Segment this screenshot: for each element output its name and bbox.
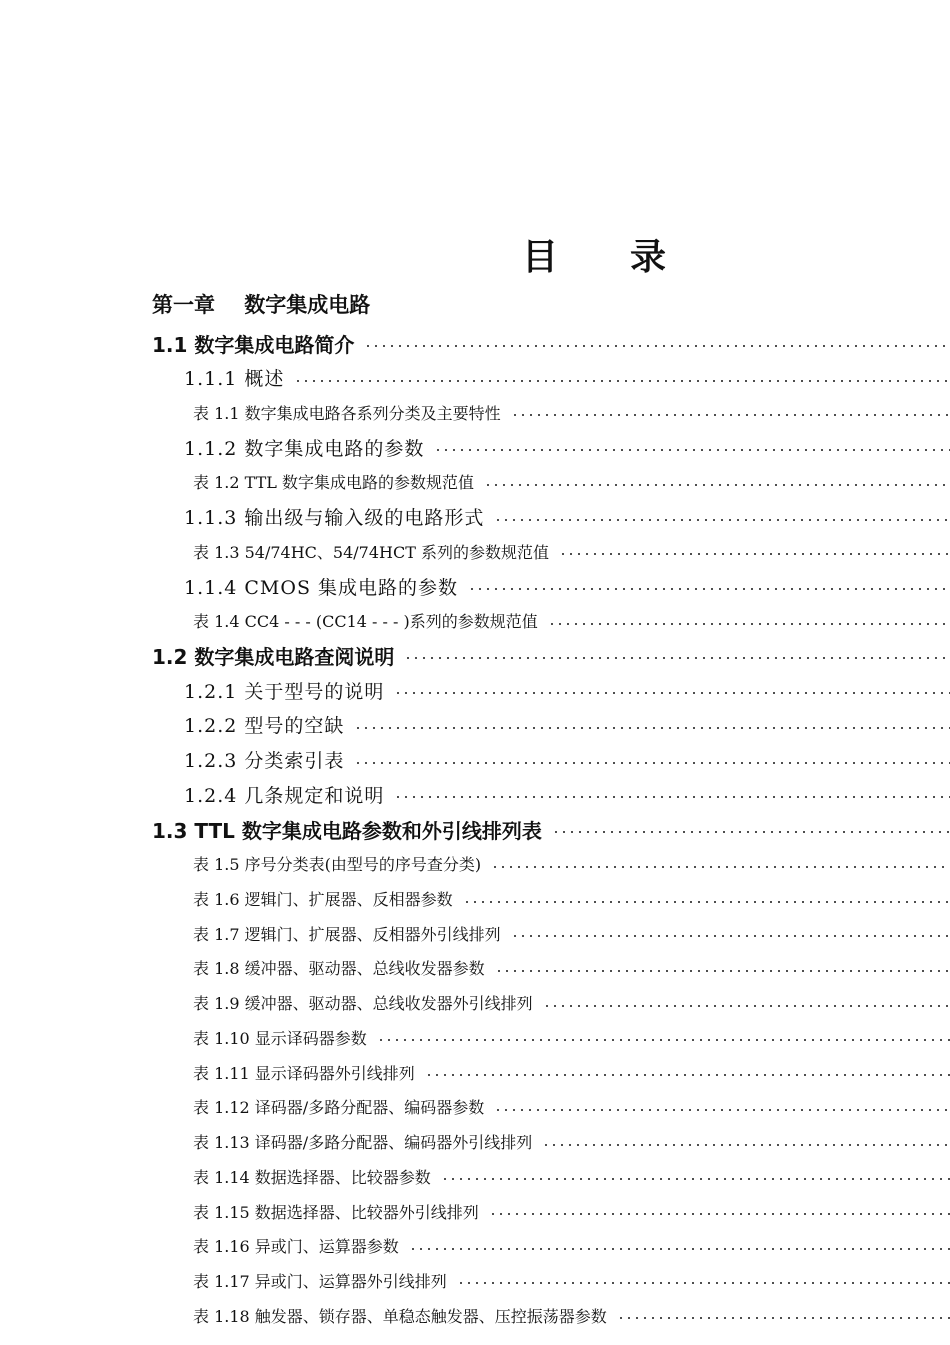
toc-entry-label: 表 1.15 数据选择器、比较器外引线排列 [193, 1202, 479, 1222]
toc-entry[interactable] [0, 397, 950, 427]
toc-entry[interactable] [0, 745, 950, 775]
toc-leader-dots [489, 1213, 950, 1215]
toc-leader-dots [354, 727, 950, 729]
toc-entry-label: 1.1.3 输出级与输入级的电路形式 [184, 507, 485, 530]
toc-entry-label: 表 1.1 数字集成电路各系列分类及主要特性 [193, 403, 501, 423]
toc-entry-label: 表 1.17 异或门、运算器外引线排列 [193, 1271, 447, 1291]
chapter-heading: 第一章 数字集成电路 [152, 293, 371, 317]
toc-entry[interactable] [0, 1300, 950, 1330]
toc-entry[interactable] [0, 536, 950, 566]
toc-entry[interactable] [0, 814, 950, 844]
toc-leader-dots [494, 1109, 950, 1111]
toc-leader-dots [425, 1074, 950, 1076]
toc-leader-dots [294, 380, 950, 382]
toc-entry[interactable] [0, 884, 950, 914]
toc-leader-dots [404, 657, 950, 659]
toc-entry[interactable] [0, 953, 950, 983]
toc-entry-label: 表 1.13 译码器/多路分配器、编码器外引线排列 [193, 1133, 533, 1153]
toc-leader-dots [364, 345, 950, 347]
toc-entry-label: 表 1.9 缓冲器、驱动器、总线收发器外引线排列 [193, 994, 533, 1014]
toc-entry[interactable] [0, 1231, 950, 1261]
toc-leader-dots [495, 970, 950, 972]
toc-leader-dots [457, 1282, 950, 1284]
toc-entry[interactable] [0, 571, 950, 601]
toc-leader-dots [543, 1005, 950, 1007]
toc-leader-dots [377, 1039, 950, 1041]
toc-entry[interactable] [0, 918, 950, 948]
toc-entry-label: 1.1.2 数字集成电路的参数 [184, 437, 425, 460]
toc-entry[interactable] [0, 849, 950, 879]
toc-entry-label: 1.1 数字集成电路简介 [152, 332, 355, 357]
toc-entry[interactable] [0, 640, 950, 670]
toc-entry-label: 表 1.4 CC4 - - - (CC14 - - - )系列的参数规范值 [193, 612, 538, 632]
toc-leader-dots [542, 1144, 950, 1146]
toc-leader-dots [394, 692, 950, 694]
toc-leader-dots [441, 1178, 950, 1180]
toc-entry-label: 1.3 TTL 数字集成电路参数和外引线排列表 [152, 818, 542, 843]
toc-entry-label: 表 1.12 译码器/多路分配器、编码器参数 [193, 1098, 485, 1118]
toc-entry-label: 表 1.8 缓冲器、驱动器、总线收发器参数 [193, 959, 485, 979]
toc-entry-label: 表 1.10 显示译码器参数 [193, 1028, 367, 1048]
toc-entry-label: 1.2.4 几条规定和说明 [184, 784, 385, 807]
toc-entry-label: 表 1.6 逻辑门、扩展器、反相器参数 [193, 890, 453, 910]
toc-leader-dots [394, 796, 950, 798]
toc-entry[interactable] [0, 328, 950, 358]
toc-entry[interactable] [0, 1022, 950, 1052]
toc-entry-label: 表 1.5 序号分类表(由型号的序号查分类) [193, 855, 482, 875]
toc-entry[interactable] [0, 1161, 950, 1191]
toc-entry-label: 表 1.16 异或门、运算器参数 [193, 1237, 399, 1257]
toc-entry[interactable] [0, 467, 950, 497]
toc-entry[interactable] [0, 1196, 950, 1226]
toc-leader-dots [484, 484, 950, 486]
toc-entry[interactable] [0, 1057, 950, 1087]
toc-entry-label: 1.1.1 概述 [184, 368, 285, 391]
toc-leader-dots [468, 588, 950, 590]
toc-entry[interactable] [0, 1127, 950, 1157]
toc-entry-label: 1.2.1 关于型号的说明 [184, 680, 385, 703]
toc-leader-dots [559, 553, 950, 555]
toc-entry[interactable] [0, 363, 950, 393]
toc-entry-label: 1.2.2 型号的空缺 [184, 715, 345, 738]
toc-entry[interactable] [0, 1265, 950, 1295]
toc-entry-label: 1.2.3 分类索引表 [184, 750, 345, 773]
toc-entry-label: 1.1.4 CMOS 集成电路的参数 [184, 576, 459, 599]
toc-leader-dots [548, 623, 950, 625]
toc-leader-dots [491, 866, 950, 868]
toc-leader-dots [463, 901, 950, 903]
toc-entry-label: 表 1.2 TTL 数字集成电路的参数规范值 [193, 473, 474, 493]
toc-leader-dots [511, 935, 950, 937]
toc-entry-label: 表 1.7 逻辑门、扩展器、反相器外引线排列 [193, 924, 501, 944]
toc-entry[interactable] [0, 675, 950, 705]
toc-entry[interactable] [0, 502, 950, 532]
toc-entry[interactable] [0, 1092, 950, 1122]
toc-entry[interactable] [0, 988, 950, 1018]
toc-leader-dots [409, 1248, 950, 1250]
toc-entry[interactable] [0, 606, 950, 636]
toc-leader-dots [511, 414, 950, 416]
toc-entry-label: 表 1.18 触发器、锁存器、单稳态触发器、压控振荡器参数 [193, 1306, 607, 1326]
toc-entry[interactable] [0, 432, 950, 462]
toc-leader-dots [494, 519, 950, 521]
toc-leader-dots [552, 831, 950, 833]
toc-leader-dots [354, 762, 950, 764]
toc-entry-label: 表 1.3 54/74HC、54/74HCT 系列的参数规范值 [193, 542, 549, 562]
toc-entry[interactable] [0, 779, 950, 809]
toc-leader-dots [617, 1317, 950, 1319]
page-title: 目录 [522, 237, 739, 278]
toc-entry-label: 1.2 数字集成电路查阅说明 [152, 644, 395, 669]
toc-entry[interactable] [0, 710, 950, 740]
toc-entry-label: 表 1.11 显示译码器外引线排列 [193, 1063, 415, 1083]
toc-entry-label: 表 1.14 数据选择器、比较器参数 [193, 1167, 431, 1187]
toc-leader-dots [434, 449, 950, 451]
